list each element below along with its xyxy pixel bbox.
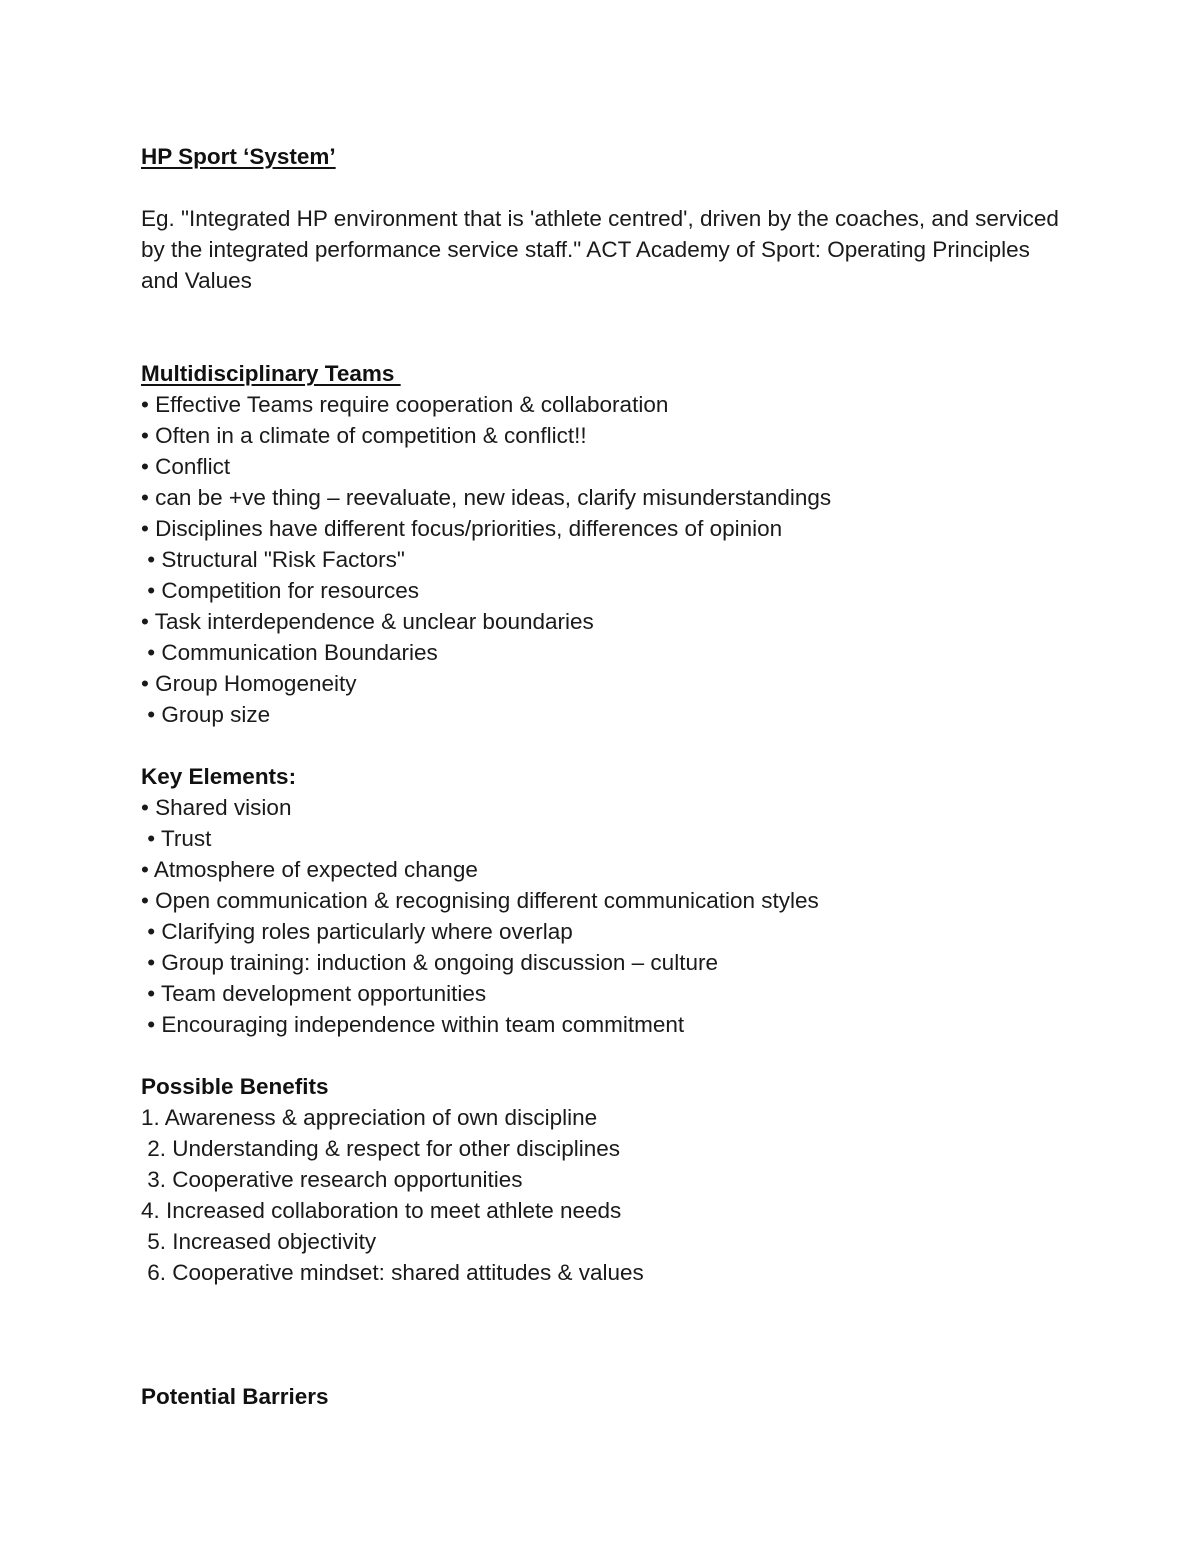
section-heading-multidisciplinary-teams: Multidisciplinary Teams	[141, 361, 401, 386]
list-item: • Competition for resources	[141, 578, 419, 603]
spacer	[141, 296, 1071, 358]
multidisciplinary-teams-list	[141, 389, 1071, 730]
list-item: 3. Cooperative research opportunities	[141, 1167, 523, 1192]
list-item: • Task interdependence & unclear boundaries	[141, 609, 594, 634]
list-item: • Communication Boundaries	[141, 640, 438, 665]
list-item: • Structural "Risk Factors"	[141, 547, 405, 572]
list-item: • Open communication & recognising different communication styles	[141, 888, 819, 913]
list-item: 2. Understanding & respect for other disciplines	[141, 1136, 621, 1161]
spacer	[141, 172, 1071, 203]
section-heading-possible-benefits: Possible Benefits	[141, 1074, 329, 1099]
list-item: • Trust	[141, 826, 212, 851]
spacer	[141, 1040, 1071, 1071]
list-item: • Group size	[141, 702, 271, 727]
list-item: • Effective Teams require cooperation & collaboration	[141, 392, 669, 417]
list-item: • Shared vision	[141, 795, 292, 820]
list-item: • Clarifying roles particularly where overlap	[141, 919, 573, 944]
list-item: • Conflict	[141, 454, 231, 479]
possible-benefits-list	[141, 1102, 1071, 1288]
list-item: 5. Increased objectivity	[141, 1229, 377, 1254]
list-item: 1. Awareness & appreciation of own discipline	[141, 1105, 598, 1130]
list-item: 6. Cooperative mindset: shared attitudes & values	[141, 1260, 644, 1285]
spacer	[141, 1288, 1071, 1381]
list-item: • can be +ve thing – reevaluate, new ideas, clarify misunderstandings	[141, 485, 832, 510]
key-elements-list	[141, 792, 1071, 1040]
list-item: • Often in a climate of competition & conflict!!	[141, 423, 587, 448]
list-item: • Disciplines have different focus/priorities, differences of opinion	[141, 516, 783, 541]
section-heading-key-elements: Key Elements:	[141, 764, 297, 789]
document-page	[141, 141, 1071, 1412]
spacer	[141, 730, 1071, 761]
intro-paragraph: Eg. "Integrated HP environment that is 'athlete centred', driven by the coaches, and serviced by the integrated performance service staff." ACT Academy of Sport: Operating Principles and Values	[141, 206, 1059, 293]
list-item: • Encouraging independence within team commitment	[141, 1012, 685, 1037]
list-item: • Group Homogeneity	[141, 671, 357, 696]
list-item: • Atmosphere of expected change	[141, 857, 478, 882]
section-heading-potential-barriers: Potential Barriers	[141, 1384, 329, 1409]
list-item: • Group training: induction & ongoing discussion – culture	[141, 950, 718, 975]
list-item: 4. Increased collaboration to meet athlete needs	[141, 1198, 622, 1223]
document-title: HP Sport ‘System’	[141, 144, 336, 169]
list-item: • Team development opportunities	[141, 981, 487, 1006]
